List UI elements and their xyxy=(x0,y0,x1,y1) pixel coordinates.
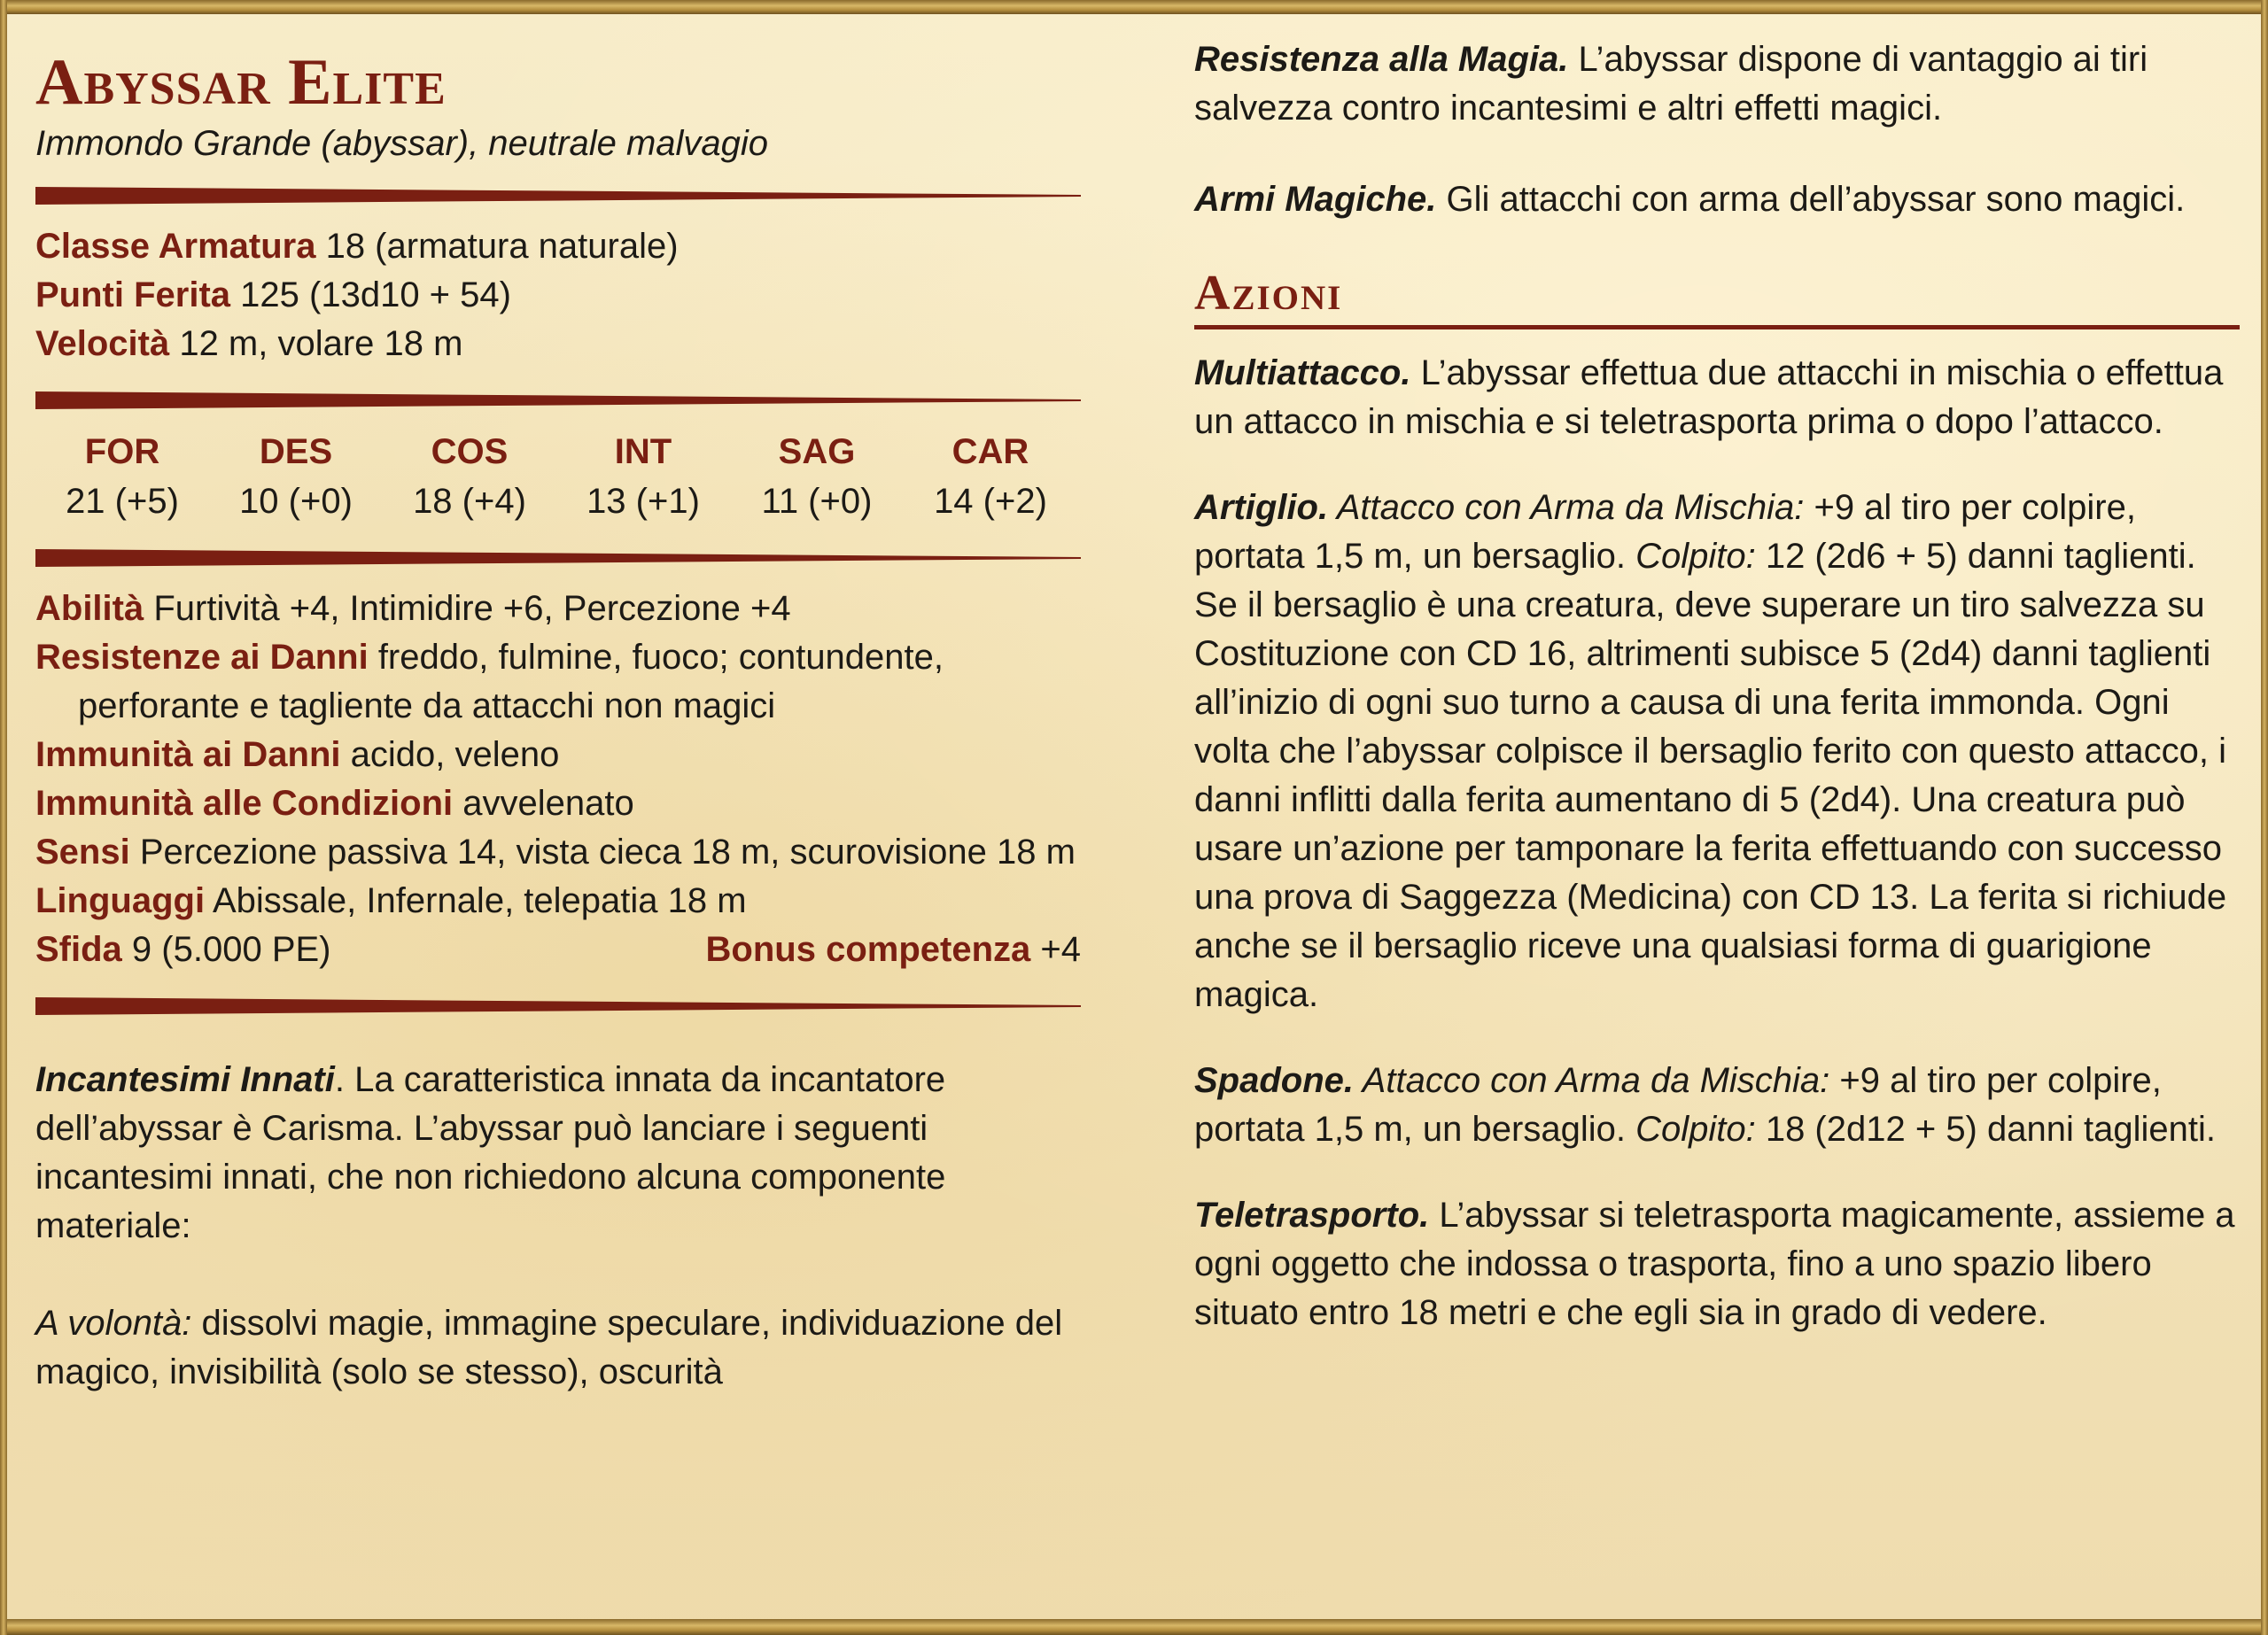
ability-sag xyxy=(730,427,904,526)
divider xyxy=(35,549,1081,567)
right-column xyxy=(1194,35,2240,1337)
trait-text: Gli attacchi con arma dell’abyssar sono magici. xyxy=(1436,180,2186,219)
monster-name: Abyssar Elite xyxy=(35,46,447,119)
ability-value: 13 (+1) xyxy=(586,482,700,521)
action-text: +9 al tiro per colpire, portata 1,5 m, un bersaglio. xyxy=(1194,1061,2162,1149)
challenge xyxy=(35,926,331,974)
armor-class xyxy=(35,222,1081,271)
action-text: +9 al tiro per colpire, portata 1,5 m, un bersaglio. xyxy=(1194,488,2136,576)
hit-points xyxy=(35,271,1081,320)
damage-immunities xyxy=(35,731,1081,779)
condition-immunities xyxy=(35,779,1081,828)
ability-value: 21 (+5) xyxy=(66,482,179,521)
ability-name: INT xyxy=(614,432,672,471)
speed xyxy=(35,320,1081,368)
trait-title: Armi Magiche. xyxy=(1194,180,1437,219)
hit-label: Colpito: xyxy=(1635,537,1756,576)
proficiency-value: +4 xyxy=(1040,930,1081,969)
ability-scores xyxy=(35,427,1081,526)
ability-name: COS xyxy=(431,432,509,471)
hit-label: Colpito: xyxy=(1635,1110,1756,1149)
ability-car xyxy=(904,427,1077,526)
trait-magic-resistance xyxy=(1194,35,2240,133)
armor-class-label: Classe Armatura xyxy=(35,227,316,266)
damage-immunities-value: acido, veleno xyxy=(350,735,560,774)
action-title: Multiattacco. xyxy=(1194,353,1411,392)
actions-heading: Azioni xyxy=(1194,266,1343,321)
action-claw xyxy=(1194,484,2240,1019)
trait-at-will xyxy=(35,1299,1081,1397)
damage-resistances xyxy=(35,633,1081,731)
divider xyxy=(35,997,1081,1015)
ability-name: FOR xyxy=(84,432,160,471)
senses xyxy=(35,828,1081,877)
challenge-row xyxy=(35,926,1081,974)
hit-points-value: 125 (13d10 + 54) xyxy=(240,275,511,314)
ability-name: DES xyxy=(259,432,333,471)
ability-value: 10 (+0) xyxy=(239,482,353,521)
left-border xyxy=(0,0,7,1635)
attack-type: Attacco con Arma da Mischia: xyxy=(1354,1061,1830,1100)
action-text: L’abyssar effettua due attacchi in mischia o effettua un attacco in mischia e si teletrasporta prima o dopo l’attacco. xyxy=(1194,353,2224,441)
languages xyxy=(35,877,1081,926)
speed-label: Velocità xyxy=(35,324,170,363)
senses-label: Sensi xyxy=(35,833,130,872)
challenge-value: 9 (5.000 PE) xyxy=(131,930,331,969)
trait-title: Incantesimi Innati xyxy=(35,1060,335,1099)
action-text: 12 (2d6 + 5) danni taglienti. Se il bersaglio è una creatura, deve superare un tiro salvezza su Costituzione con CD 16, altrimenti subisce 5 (2d4) danni taglienti all’inizio di ogni suo turno a causa di una ferita immonda. Ogni volta che l’abyssar colpisce il bersaglio ferito con questo attacco, i danni inflitti dalla ferita aumentano di 5 (2d4). Una creatura può usare un’azione per tamponare la ferita effettuando con successo una prova di Saggezza (Medicina) con CD 13. La ferita si richiude anche se il bersaglio riceve una qualsiasi forma di guarigione magica. xyxy=(1194,537,2227,1014)
top-border xyxy=(0,0,2268,14)
condition-immunities-value: avvelenato xyxy=(462,784,634,823)
action-multiattack xyxy=(1194,349,2240,446)
action-text: L’abyssar si teletrasporta magicamente, assieme a ogni oggetto che indossa o trasporta, fino a uno spazio libero situato entro 18 metri e che egli sia in grado di vedere. xyxy=(1194,1196,2235,1332)
ability-int xyxy=(556,427,730,526)
trait-title: Resistenza alla Magia. xyxy=(1194,40,1569,79)
at-will-label: A volontà: xyxy=(35,1304,192,1343)
at-will-text: dissolvi magie, immagine speculare, individuazione del magico, invisibilità (solo se stesso), oscurità xyxy=(35,1304,1063,1391)
trait-innate-spellcasting xyxy=(35,1056,1081,1251)
ability-des xyxy=(209,427,383,526)
proficiency-bonus xyxy=(706,926,1081,974)
ability-value: 11 (+0) xyxy=(761,482,873,521)
ability-name: CAR xyxy=(951,432,1029,471)
divider xyxy=(35,391,1081,409)
damage-resistances-label: Resistenze ai Danni xyxy=(35,638,369,677)
challenge-label: Sfida xyxy=(35,930,122,969)
attack-type: Attacco con Arma da Mischia: xyxy=(1328,488,1805,527)
hit-points-label: Punti Ferita xyxy=(35,275,231,314)
left-column xyxy=(35,35,1081,1397)
ability-name: SAG xyxy=(778,432,856,471)
action-title: Teletrasporto. xyxy=(1194,1196,1430,1235)
ability-cos xyxy=(383,427,556,526)
trait-text: . La caratteristica innata da incantatore dell’abyssar è Carisma. L’abyssar può lanciare i seguenti incantesimi innati, che non richiedono alcuna componente materiale: xyxy=(35,1060,946,1245)
speed-value: 12 m, volare 18 m xyxy=(179,324,463,363)
ability-for xyxy=(35,427,209,526)
ability-value: 14 (+2) xyxy=(934,482,1047,521)
right-border xyxy=(2261,0,2268,1635)
skills-label: Abilità xyxy=(35,589,144,628)
actions-rule xyxy=(1194,325,2240,329)
action-title: Artiglio. xyxy=(1194,488,1329,527)
languages-value: Abissale, Infernale, telepatia 18 m xyxy=(212,881,747,920)
action-title: Spadone. xyxy=(1194,1061,1355,1100)
trait-magic-weapons xyxy=(1194,175,2240,224)
skills-value: Furtività +4, Intimidire +6, Percezione +4 xyxy=(153,589,791,628)
trait-text: L’abyssar dispone di vantaggio ai tiri salvezza contro incantesimi e altri effetti magici. xyxy=(1194,40,2148,128)
skills xyxy=(35,585,1081,633)
armor-class-value: 18 (armatura naturale) xyxy=(325,227,679,266)
monster-type: Immondo Grande (abyssar), neutrale malvagio xyxy=(35,124,769,163)
action-greatsword xyxy=(1194,1057,2240,1154)
condition-immunities-label: Immunità alle Condizioni xyxy=(35,784,454,823)
action-teleport xyxy=(1194,1191,2240,1337)
ability-value: 18 (+4) xyxy=(413,482,526,521)
damage-resistances-value: freddo, fulmine, fuoco; contundente, perforante e tagliente da attacchi non magici xyxy=(78,638,944,725)
action-text: 18 (2d12 + 5) danni taglienti. xyxy=(1755,1110,2216,1149)
bottom-border xyxy=(0,1619,2268,1635)
proficiency-label: Bonus competenza xyxy=(705,930,1031,969)
damage-immunities-label: Immunità ai Danni xyxy=(35,735,341,774)
senses-value: Percezione passiva 14, vista cieca 18 m, scurovisione 18 m xyxy=(139,833,1076,872)
divider xyxy=(35,187,1081,205)
languages-label: Linguaggi xyxy=(35,881,206,920)
